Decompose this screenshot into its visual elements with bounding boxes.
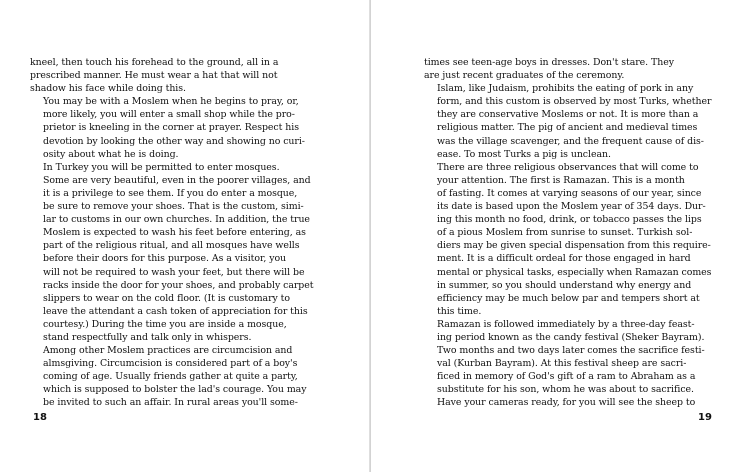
text-line: are just recent graduates of the ceremony. [424,70,625,82]
text-line: its date is based upon the Moslem year of 354 days. Dur- [437,201,706,213]
text-line: religious matter. The pig of ancient and medieval times [437,122,698,134]
text-line: stand respectfully and talk only in whispers. [43,331,252,343]
text-line: val (Kurban Bayram). At this festival sheep are sacri- [437,358,687,370]
paragraph [424,82,715,161]
text-line: ease. To most Turks a pig is unclean. [437,148,611,160]
page-number: 19 [698,412,712,423]
text-line: substitute for his son, whom he was about to sacrifice. [437,384,694,396]
text-line: lar to customs in our own churches. In addition, the true [43,214,310,226]
text-line: before their doors for this purpose. As a visitor, you [43,253,287,265]
text-line: racks inside the door for your shoes, and probably carpet [43,279,314,291]
text-line: your attention. The first is Ramazan. This is a month [437,174,685,186]
text-line: be invited to such an affair. In rural areas you'll some- [43,397,298,409]
text-line: You may be with a Moslem when he begins to pray, or, [43,96,299,108]
text-line: in summer, so you should understand why energy and [437,279,692,291]
text-line: be sure to remove your shoes. That is the custom, simi- [43,201,304,213]
text-line: mental or physical tasks, especially when Ramazan comes [437,266,712,278]
text-line: shadow his face while doing this. [30,83,186,95]
text-line: There are three religious observances that will come to [437,161,699,173]
text-line: ing period known as the candy festival (Sheker Bayram). [437,331,705,343]
page-number: 18 [33,412,47,423]
text-line: ment. It is a difficult ordeal for those engaged in hard [437,253,691,265]
text-line: efficiency may be much below par and tempers short at [437,292,700,304]
text-line: part of the religious ritual, and all mosques have wells [43,240,300,252]
text-line: Islam, like Judaism, prohibits the eating of pork in any [437,83,694,95]
text-line: leave the attendant a cash token of appreciation for this [43,305,308,317]
paragraph [30,56,345,95]
paragraph [424,56,715,82]
text-line: almsgiving. Circumcision is considered part of a boy's [43,358,298,370]
text-line: it is a privilege to see them. If you do enter a mosque, [43,187,298,199]
paragraph [30,344,345,409]
text-line: slippers to wear on the cold floor. (It is customary to [43,292,290,304]
text-line: ing this month no food, drink, or tobacco passes the lips [437,214,702,226]
text-line: kneel, then touch his forehead to the ground, all in a [30,57,279,68]
text-line: was the village scavenger, and the frequent cause of dis- [437,135,704,147]
text-line: Two months and two days later comes the sacrifice festi- [437,345,705,357]
text-line: Some are very beautiful, even in the poorer villages, and [43,174,311,186]
text-line: which is supposed to bolster the lad's courage. You may [43,384,307,396]
paragraph [30,95,345,160]
text-line: prietor is kneeling in the corner at prayer. Respect his [43,122,299,134]
text-line: more likely, you will enter a small shop while the pro- [43,109,295,121]
text-line: devotion by looking the other way and showing no curi- [43,135,305,147]
text-line: of fasting. It comes at varying seasons of our year, since [437,187,702,199]
right-page-text [424,56,715,410]
text-line: Moslem is expected to wash his feet before entering, as [43,227,306,239]
text-line: will not be required to wash your feet, but there will be [43,266,305,278]
paragraph [424,318,715,410]
text-line: times see teen-age boys in dresses. Don't stare. They [424,57,674,68]
text-line: prescribed manner. He must wear a hat that will not [30,70,278,82]
text-line: coming of age. Usually friends gather at quite a party, [43,371,298,383]
paragraph [424,161,715,318]
right-page [371,0,741,472]
left-page [0,0,370,472]
text-line: they are conservative Moslems or not. It is more than a [437,109,699,121]
text-line: Have your cameras ready, for you will see the sheep to [437,397,696,409]
text-line: form, and this custom is observed by most Turks, whether [437,96,712,108]
text-line: In Turkey you will be permitted to enter mosques. [43,161,280,173]
text-line: courtesy.) During the time you are inside a mosque, [43,318,287,330]
text-line: ficed in memory of God's gift of a ram to Abraham as a [437,371,696,383]
text-line: diers may be given special dispensation from this require- [437,240,711,252]
paragraph [30,161,345,344]
text-line: Ramazan is followed immediately by a three-day feast- [437,318,695,330]
text-line: osity about what he is doing. [43,148,179,160]
text-line: Among other Moslem practices are circumcision and [43,345,293,357]
text-line: of a pious Moslem from sunrise to sunset. Turkish sol- [437,227,693,239]
left-page-text [30,56,345,410]
text-line: this time. [437,305,482,317]
